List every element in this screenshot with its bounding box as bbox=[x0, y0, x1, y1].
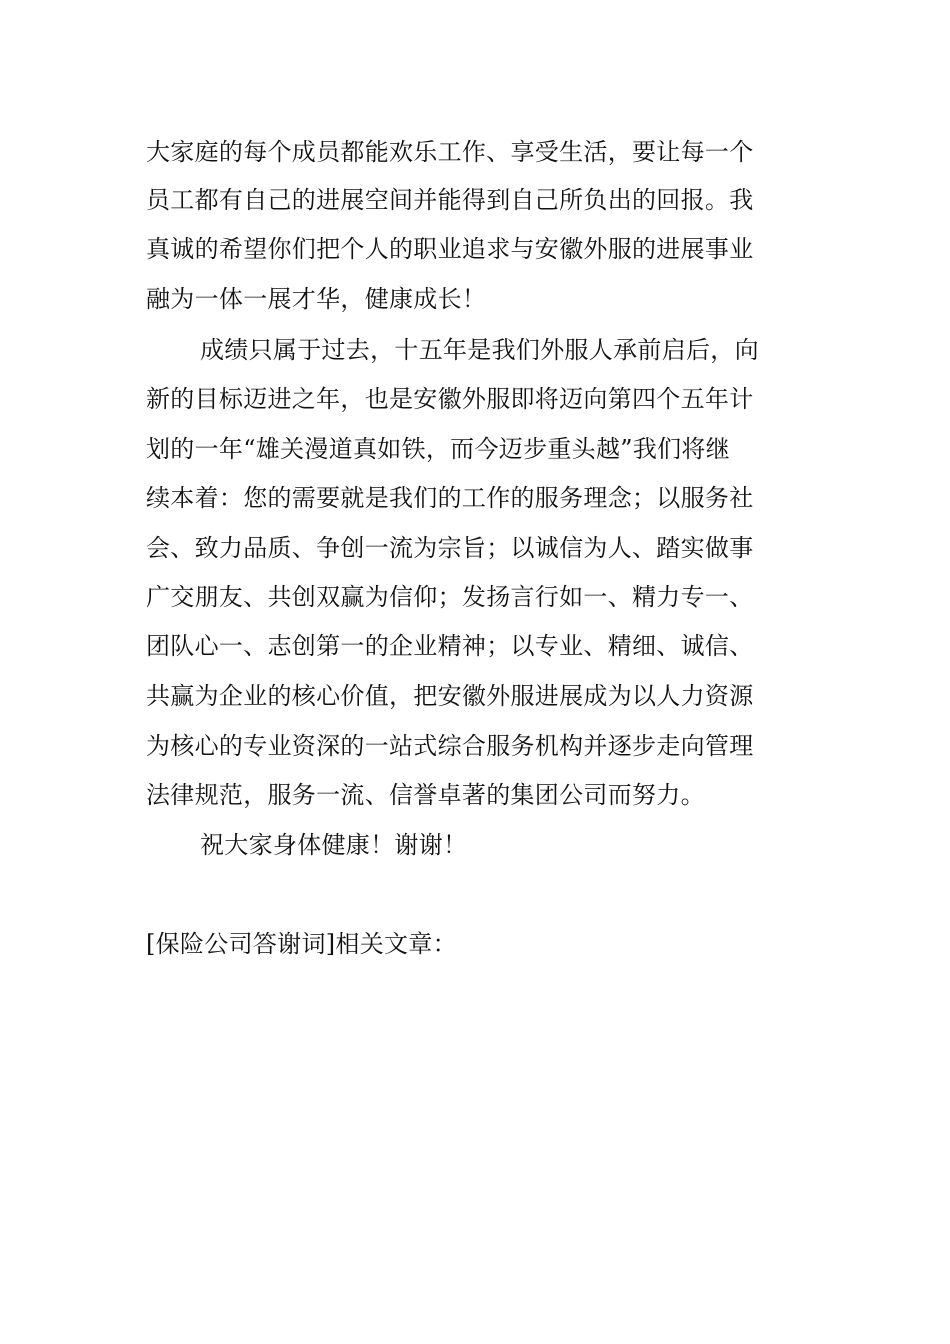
paragraph-2-line-1: 成绩只属于过去，十五年是我们外服人承前启后，向 bbox=[200, 336, 759, 364]
paragraph-2-line-6: 广交朋友、共创双赢为信仰；发扬言行如一、精力专一、 bbox=[146, 583, 754, 611]
paragraph-2-line-4: 续本着：您的需要就是我们的工作的服务理念；以服务社 bbox=[146, 484, 754, 512]
paragraph-2-line-2: 新的目标迈进之年，也是安徽外服即将迈向第四个五年计 bbox=[146, 385, 754, 413]
paragraph-2-line-7: 团队心一、志创第一的企业精神；以专业、精细、诚信、 bbox=[146, 632, 754, 660]
paragraph-2-line-8: 共赢为企业的核心价值，把安徽外服进展成为以人力资源 bbox=[146, 682, 754, 710]
closing-line: 祝大家身体健康！谢谢！ bbox=[200, 831, 468, 859]
paragraph-1-line-4: 融为一体一展才华，健康成长！ bbox=[146, 285, 487, 313]
paragraph-1-line-3: 真诚的希望你们把个人的职业追求与安徽外服的进展事业 bbox=[146, 235, 754, 263]
paragraph-2-line-5: 会、致力品质、争创一流为宗旨；以诚信为人、踏实做事 bbox=[146, 534, 754, 562]
paragraph-1-line-1: 大家庭的每个成员都能欢乐工作、享受生活，要让每一个 bbox=[146, 138, 754, 166]
paragraph-2-line-3: 划的一年“雄关漫道真如铁，而今迈步重头越”我们将继 bbox=[146, 435, 731, 463]
related-articles-heading[interactable]: [保险公司答谢词]相关文章： bbox=[146, 930, 457, 958]
paragraph-2-line-10: 法律规范，服务一流、信誉卓著的集团公司而努力。 bbox=[146, 781, 705, 809]
paragraph-2-line-9: 为核心的专业资深的一站式综合服务机构并逐步走向管理 bbox=[146, 732, 754, 760]
paragraph-1-line-2: 员工都有自己的进展空间并能得到自己所负出的回报。我 bbox=[146, 186, 754, 214]
